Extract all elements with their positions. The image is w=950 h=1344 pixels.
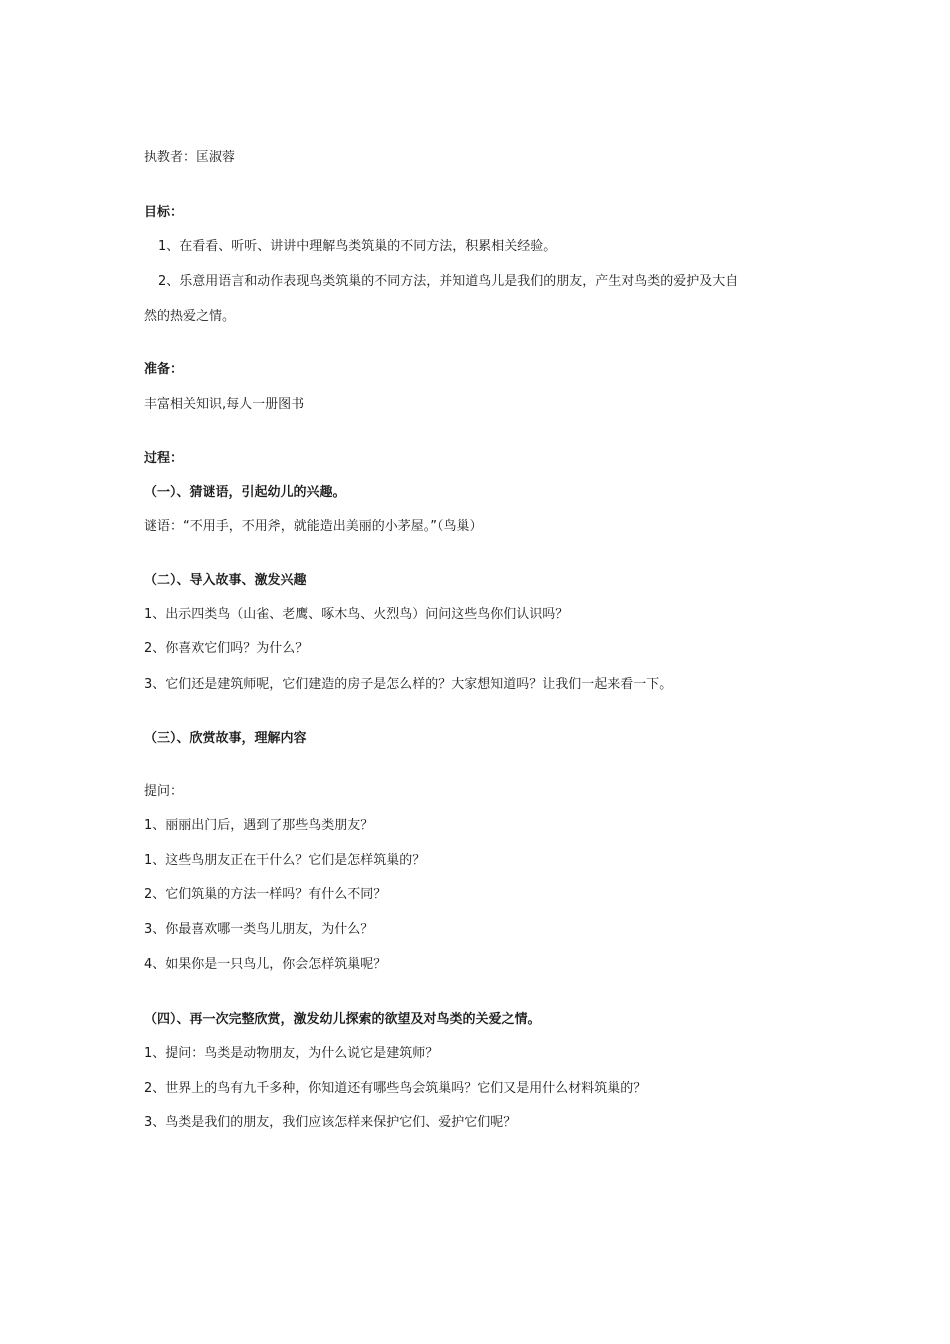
- list-item: 3、鸟类是我们的朋友，我们应该怎样来保护它们、爱护它们呢？: [144, 1115, 517, 1130]
- goal-item-2: 2、乐意用语言和动作表现鸟类筑巢的不同方法，并知道鸟儿是我们的朋友，产生对鸟类的爱护及大自: [158, 274, 739, 289]
- section-3-title: （三）、欣赏故事，理解内容: [144, 731, 307, 746]
- list-item: 1、提问：鸟类是动物朋友，为什么说它是建筑师？: [144, 1046, 439, 1061]
- process-heading: 过程：: [144, 451, 184, 466]
- question-label: 提问：: [144, 784, 184, 799]
- list-item: 1、出示四类鸟（山雀、老鹰、啄木鸟、火烈鸟）问问这些鸟你们认识吗？: [144, 607, 569, 622]
- list-item: 3、它们还是建筑师呢，它们建造的房子是怎么样的？大家想知道吗？让我们一起来看一下。: [144, 677, 673, 692]
- list-item: 1、这些鸟朋友正在干什么？它们是怎样筑巢的？: [144, 853, 426, 868]
- list-item: 2、世界上的鸟有九千多种，你知道还有哪些鸟会筑巢吗？它们又是用什么材料筑巢的？: [144, 1081, 647, 1096]
- teacher-line: 执教者：匡淑蓉: [144, 150, 236, 165]
- list-item: 2、你喜欢它们吗？为什么？: [144, 641, 309, 656]
- riddle-text: 谜语：“不用手，不用斧，就能造出美丽的小茅屋。”（鸟巢）: [144, 519, 483, 534]
- list-item: 3、你最喜欢哪一类鸟儿朋友，为什么？: [144, 922, 374, 937]
- section-2-title: （二）、导入故事、激发兴趣: [144, 573, 307, 588]
- goal-item-2-continued: 然的热爱之情。: [144, 309, 236, 324]
- section-1-title: （一）、猜谜语，引起幼儿的兴趣。: [144, 485, 346, 500]
- section-4-title: （四）、再一次完整欣赏，激发幼儿探索的欲望及对鸟类的关爱之情。: [144, 1012, 541, 1027]
- preparation-heading: 准备：: [144, 362, 184, 377]
- preparation-text: 丰富相关知识,每人一册图书: [144, 397, 305, 412]
- list-item: 4、如果你是一只鸟儿，你会怎样筑巢呢？: [144, 957, 387, 972]
- list-item: 1、丽丽出门后，遇到了那些鸟类朋友？: [144, 818, 374, 833]
- list-item: 2、它们筑巢的方法一样吗？有什么不同？: [144, 887, 387, 902]
- goal-item-1: 1、在看看、听听、讲讲中理解鸟类筑巢的不同方法，积累相关经验。: [158, 239, 557, 254]
- goals-heading: 目标：: [144, 205, 184, 220]
